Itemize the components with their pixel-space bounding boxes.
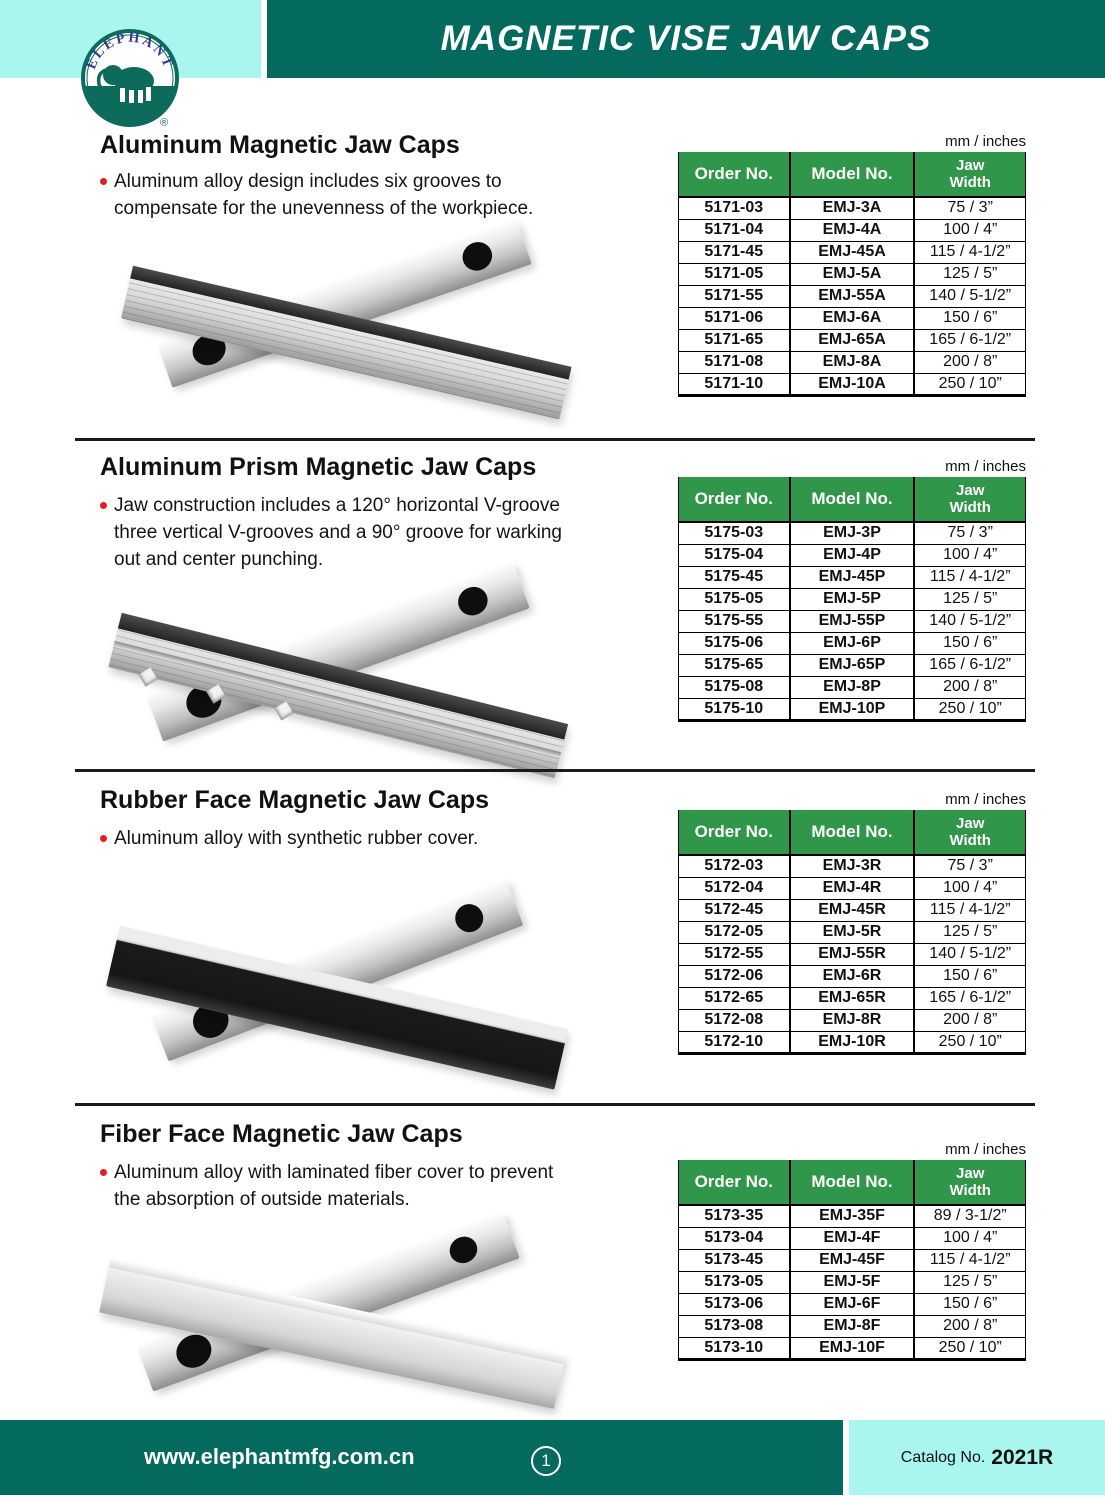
jaw-width-cell: 115 / 4-1/2” (914, 899, 1025, 921)
order-no-cell: 5172-04 (679, 877, 790, 899)
jaw-width-header: Jaw Width (914, 1160, 1025, 1205)
table-row (679, 241, 1026, 263)
table-row (679, 855, 1026, 877)
section-title-fiber: Fiber Face Magnetic Jaw Caps (100, 1120, 463, 1148)
table-row (679, 373, 1026, 395)
footer-website-link[interactable]: www.elephantmfg.com.cn (144, 1444, 415, 1469)
model-no-cell: EMJ-65P (790, 654, 915, 676)
table-row (679, 219, 1026, 241)
model-no-cell: EMJ-10R (790, 1031, 915, 1053)
jaw-width-cell: 115 / 4-1/2” (914, 1249, 1025, 1271)
model-no-cell: EMJ-10A (790, 373, 915, 395)
order-no-header: Order No. (679, 810, 790, 855)
header-title-band (267, 0, 1105, 78)
jaw-width-cell: 125 / 5” (914, 588, 1025, 610)
table-row (679, 654, 1026, 676)
product-image-fiber (100, 1215, 590, 1415)
table-row (679, 632, 1026, 654)
order-no-cell: 5175-03 (679, 522, 790, 544)
model-no-cell: EMJ-45P (790, 566, 915, 588)
model-no-cell: EMJ-6P (790, 632, 915, 654)
jaw-width-cell: 140 / 5-1/2” (914, 943, 1025, 965)
table-row (679, 698, 1026, 720)
jaw-width-cell: 75 / 3” (914, 855, 1025, 877)
table-row (679, 1009, 1026, 1031)
model-no-cell: EMJ-3A (790, 197, 915, 219)
model-no-cell: EMJ-8A (790, 351, 915, 373)
jaw-width-cell: 200 / 8” (914, 1009, 1025, 1031)
jaw-width-cell: 140 / 5-1/2” (914, 610, 1025, 632)
model-no-cell: EMJ-3R (790, 855, 915, 877)
model-no-cell: EMJ-55R (790, 943, 915, 965)
order-no-cell: 5171-65 (679, 329, 790, 351)
order-no-cell: 5175-10 (679, 698, 790, 720)
model-no-cell: EMJ-4A (790, 219, 915, 241)
spec-table-fiber (678, 1160, 1026, 1361)
table-row (679, 197, 1026, 219)
jaw-width-cell: 100 / 4” (914, 544, 1025, 566)
table-row (679, 899, 1026, 921)
jaw-width-cell: 165 / 6-1/2” (914, 654, 1025, 676)
order-no-cell: 5171-04 (679, 219, 790, 241)
jaw-width-cell: 75 / 3” (914, 197, 1025, 219)
table-row (679, 566, 1026, 588)
section-divider (75, 438, 1035, 441)
order-no-cell: 5172-10 (679, 1031, 790, 1053)
jaw-width-cell: 75 / 3” (914, 522, 1025, 544)
model-no-cell: EMJ-4R (790, 877, 915, 899)
table-row (679, 588, 1026, 610)
table-row (679, 1031, 1026, 1053)
spec-table-prism (678, 477, 1026, 722)
model-no-cell: EMJ-45A (790, 241, 915, 263)
order-no-cell: 5171-10 (679, 373, 790, 395)
order-no-cell: 5171-06 (679, 307, 790, 329)
order-no-cell: 5173-04 (679, 1227, 790, 1249)
order-no-cell: 5171-55 (679, 285, 790, 307)
section-divider (75, 769, 1035, 772)
spec-table-rubber (678, 810, 1026, 1055)
catalog-label: Catalog No. (900, 1448, 986, 1466)
table-row (679, 351, 1026, 373)
model-no-cell: EMJ-4P (790, 544, 915, 566)
model-no-header: Model No. (790, 810, 915, 855)
section-bullets-fiber (100, 1159, 578, 1213)
section-title-aluminum: Aluminum Magnetic Jaw Caps (100, 131, 460, 159)
model-no-cell: EMJ-65A (790, 329, 915, 351)
order-no-cell: 5175-05 (679, 588, 790, 610)
page-number-badge (531, 1446, 561, 1476)
product-image-rubber (105, 880, 585, 1090)
product-image-prism (110, 570, 590, 765)
section-divider (75, 1103, 1035, 1106)
model-no-cell: EMJ-65R (790, 987, 915, 1009)
order-no-cell: 5172-65 (679, 987, 790, 1009)
units-label: mm / inches (945, 458, 1026, 475)
table-row (679, 329, 1026, 351)
table-row (679, 965, 1026, 987)
page-title: MAGNETIC VISE JAW CAPS (440, 19, 932, 58)
bullet-item: Jaw construction includes a 120° horizontal V-groove three vertical V-grooves and a 90° groove for warking out and center punching. (100, 492, 578, 573)
order-no-cell: 5175-45 (679, 566, 790, 588)
section-bullets-prism (100, 492, 578, 573)
jaw-width-cell: 150 / 6” (914, 632, 1025, 654)
logo-text: ELEPHANT (84, 30, 176, 72)
order-no-cell: 5173-08 (679, 1315, 790, 1337)
jaw-width-cell: 250 / 10” (914, 1031, 1025, 1053)
model-no-cell: EMJ-8P (790, 676, 915, 698)
table-row (679, 544, 1026, 566)
model-no-cell: EMJ-6F (790, 1293, 915, 1315)
product-image-aluminum (125, 225, 585, 420)
order-no-cell: 5171-05 (679, 263, 790, 285)
section-bullets-rubber (100, 825, 578, 852)
table-header-row (679, 152, 1026, 197)
table-row (679, 1249, 1026, 1271)
order-no-cell: 5173-45 (679, 1249, 790, 1271)
page-number: 1 (541, 1451, 551, 1470)
order-no-cell: 5173-05 (679, 1271, 790, 1293)
jaw-width-cell: 200 / 8” (914, 1315, 1025, 1337)
table-row (679, 522, 1026, 544)
table-row (679, 307, 1026, 329)
order-no-cell: 5173-06 (679, 1293, 790, 1315)
bullet-item: Aluminum alloy with laminated fiber cover to prevent the absorption of outside materials. (100, 1159, 578, 1213)
jaw-width-cell: 89 / 3-1/2” (914, 1205, 1025, 1227)
table-row (679, 943, 1026, 965)
model-no-cell: EMJ-10F (790, 1337, 915, 1359)
bullet-item: Aluminum alloy with synthetic rubber cover. (100, 825, 578, 852)
units-label: mm / inches (945, 791, 1026, 808)
table-row (679, 676, 1026, 698)
order-no-header: Order No. (679, 152, 790, 197)
model-no-cell: EMJ-6R (790, 965, 915, 987)
jaw-width-cell: 250 / 10” (914, 373, 1025, 395)
table-row (679, 877, 1026, 899)
elephant-logo-icon (80, 28, 180, 128)
spec-table-aluminum (678, 152, 1026, 397)
jaw-width-cell: 200 / 8” (914, 351, 1025, 373)
order-no-header: Order No. (679, 1160, 790, 1205)
jaw-width-cell: 100 / 4” (914, 219, 1025, 241)
model-no-cell: EMJ-3P (790, 522, 915, 544)
model-no-cell: EMJ-6A (790, 307, 915, 329)
jaw-width-cell: 200 / 8” (914, 676, 1025, 698)
table-row (679, 285, 1026, 307)
table-header-row (679, 1160, 1026, 1205)
order-no-cell: 5173-35 (679, 1205, 790, 1227)
order-no-cell: 5175-06 (679, 632, 790, 654)
model-no-cell: EMJ-45R (790, 899, 915, 921)
jaw-width-cell: 125 / 5” (914, 921, 1025, 943)
model-no-header: Model No. (790, 477, 915, 522)
model-no-cell: EMJ-35F (790, 1205, 915, 1227)
table-row (679, 610, 1026, 632)
catalog-number: 2021R (991, 1445, 1054, 1469)
model-no-header: Model No. (790, 1160, 915, 1205)
model-no-cell: EMJ-5P (790, 588, 915, 610)
jaw-width-cell: 150 / 6” (914, 307, 1025, 329)
model-no-cell: EMJ-45F (790, 1249, 915, 1271)
order-no-cell: 5172-55 (679, 943, 790, 965)
jaw-width-header: Jaw Width (914, 152, 1025, 197)
order-no-cell: 5172-05 (679, 921, 790, 943)
jaw-width-cell: 115 / 4-1/2” (914, 566, 1025, 588)
jaw-width-cell: 100 / 4” (914, 1227, 1025, 1249)
table-row (679, 1205, 1026, 1227)
table-row (679, 921, 1026, 943)
model-no-cell: EMJ-5F (790, 1271, 915, 1293)
order-no-cell: 5175-08 (679, 676, 790, 698)
jaw-width-cell: 140 / 5-1/2” (914, 285, 1025, 307)
jaw-width-cell: 165 / 6-1/2” (914, 329, 1025, 351)
order-no-cell: 5171-03 (679, 197, 790, 219)
units-label: mm / inches (945, 1141, 1026, 1158)
order-no-cell: 5172-06 (679, 965, 790, 987)
model-no-cell: EMJ-55A (790, 285, 915, 307)
jaw-width-cell: 250 / 10” (914, 698, 1025, 720)
jaw-width-header: Jaw Width (914, 477, 1025, 522)
model-no-cell: EMJ-10P (790, 698, 915, 720)
model-no-cell: EMJ-5R (790, 921, 915, 943)
jaw-width-cell: 150 / 6” (914, 965, 1025, 987)
model-no-cell: EMJ-8F (790, 1315, 915, 1337)
table-header-row (679, 477, 1026, 522)
model-no-header: Model No. (790, 152, 915, 197)
jaw-width-cell: 100 / 4” (914, 877, 1025, 899)
section-bullets-aluminum (100, 168, 578, 222)
order-no-cell: 5171-45 (679, 241, 790, 263)
section-title-rubber: Rubber Face Magnetic Jaw Caps (100, 786, 490, 814)
table-row (679, 1227, 1026, 1249)
table-row (679, 1271, 1026, 1293)
order-no-cell: 5175-04 (679, 544, 790, 566)
table-header-row (679, 810, 1026, 855)
order-no-cell: 5175-65 (679, 654, 790, 676)
units-label: mm / inches (945, 133, 1026, 150)
table-row (679, 987, 1026, 1009)
model-no-cell: EMJ-55P (790, 610, 915, 632)
order-no-cell: 5172-08 (679, 1009, 790, 1031)
order-no-cell: 5172-03 (679, 855, 790, 877)
order-no-cell: 5171-08 (679, 351, 790, 373)
order-no-cell: 5172-45 (679, 899, 790, 921)
table-row (679, 1315, 1026, 1337)
jaw-width-cell: 150 / 6” (914, 1293, 1025, 1315)
order-no-header: Order No. (679, 477, 790, 522)
table-row (679, 1337, 1026, 1359)
jaw-width-cell: 250 / 10” (914, 1337, 1025, 1359)
jaw-width-cell: 165 / 6-1/2” (914, 987, 1025, 1009)
registered-mark: ® (160, 117, 169, 129)
bullet-item: Aluminum alloy design includes six grooves to compensate for the unevenness of the workpiece. (100, 168, 578, 222)
model-no-cell: EMJ-5A (790, 263, 915, 285)
order-no-cell: 5173-10 (679, 1337, 790, 1359)
model-no-cell: EMJ-4F (790, 1227, 915, 1249)
order-no-cell: 5175-55 (679, 610, 790, 632)
footer-band (0, 1420, 843, 1495)
jaw-width-cell: 115 / 4-1/2” (914, 241, 1025, 263)
jaw-width-cell: 125 / 5” (914, 1271, 1025, 1293)
jaw-width-header: Jaw Width (914, 810, 1025, 855)
table-row (679, 263, 1026, 285)
elephant-logo (80, 28, 180, 128)
model-no-cell: EMJ-8R (790, 1009, 915, 1031)
table-row (679, 1293, 1026, 1315)
catalog-band (849, 1420, 1105, 1495)
jaw-width-cell: 125 / 5” (914, 263, 1025, 285)
section-title-prism: Aluminum Prism Magnetic Jaw Caps (100, 453, 537, 481)
